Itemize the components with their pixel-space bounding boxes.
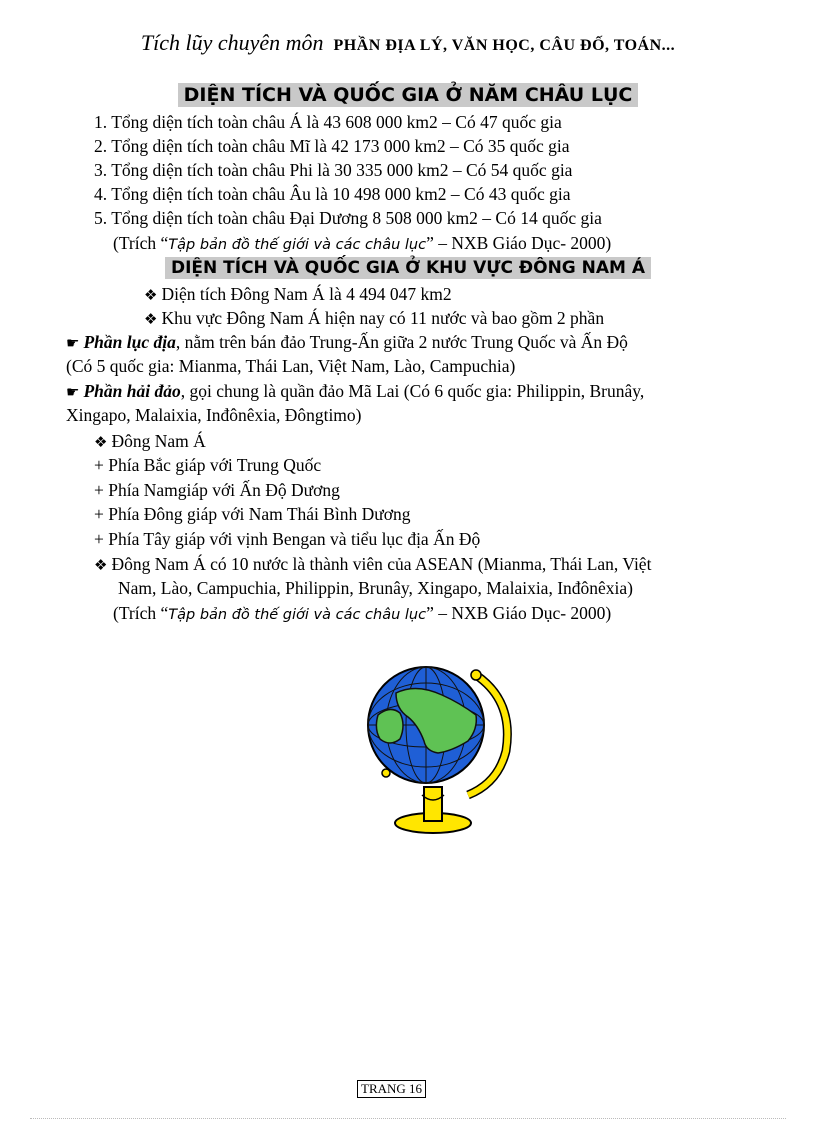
list-item: 2. Tổng diện tích toàn châu Mĩ là 42 173 000 km2 – Có 35 quốc gia	[94, 136, 570, 156]
mainland-paragraph-line2: (Có 5 quốc gia: Mianma, Thái Lan, Việt Nam, Lào, Campuchia)	[66, 356, 516, 376]
globe-icon	[356, 655, 518, 837]
source-citation: (Trích “Tập bản đồ thế giới và các châu lục” – NXB Giáo Dục- 2000)	[113, 233, 612, 253]
diamond-bullet-icon: ❖	[94, 556, 108, 574]
list-item: 1. Tổng diện tích toàn châu Á là 43 608 000 km2 – Có 47 quốc gia	[94, 112, 562, 132]
pointing-hand-icon: ☛	[66, 334, 80, 352]
asean-line2: Nam, Lào, Campuchia, Philippin, Brunây, Xingapo, Malaixia, Inđônêxia)	[118, 578, 634, 598]
header-title: Tích lũy chuyên môn	[140, 30, 324, 55]
bullet-item: ❖ Khu vực Đông Nam Á hiện nay có 11 nước và bao gồm 2 phần	[144, 308, 605, 328]
section1-heading: DIỆN TÍCH VÀ QUỐC GIA Ở NĂM CHÂU LỤC	[0, 84, 816, 106]
border-item: + Phía Tây giáp với vịnh Bengan và tiểu lục địa Ấn Độ	[94, 529, 481, 549]
list-item: 3. Tổng diện tích toàn châu Phi là 30 335 000 km2 – Có 54 quốc gia	[94, 160, 573, 180]
pointing-hand-icon: ☛	[66, 383, 80, 401]
bullet-item: ❖ Đông Nam Á có 10 nước là thành viên của ASEAN (Mianma, Thái Lan, Việt	[94, 554, 652, 574]
border-item: + Phía Bắc giáp với Trung Quốc	[94, 455, 322, 475]
border-item: + Phía Namgiáp với Ấn Độ Dương	[94, 480, 340, 500]
diamond-bullet-icon: ❖	[94, 433, 108, 451]
section2-heading: DIỆN TÍCH VÀ QUỐC GIA Ở KHU VỰC ĐÔNG NAM Á	[0, 258, 816, 278]
header-subtitle: PHẦN ĐỊA LÝ, VĂN HỌC, CÂU ĐỐ, TOÁN...	[333, 37, 676, 54]
bottom-divider	[30, 1118, 786, 1119]
bullet-item: ❖ Diện tích Đông Nam Á là 4 494 047 km2	[144, 284, 452, 304]
island-paragraph-line2: Xingapo, Malaixia, Inđônêxia, Đôngtimo)	[66, 405, 362, 425]
page-number: TRANG 16	[357, 1080, 426, 1098]
diamond-bullet-icon: ❖	[144, 286, 158, 304]
bullet-item: ❖ Đông Nam Á	[94, 431, 206, 451]
page-header	[0, 30, 816, 56]
island-paragraph: ☛ Phần hải đảo, gọi chung là quần đảo Mã Lai (Có 6 quốc gia: Philippin, Brunây,	[66, 381, 645, 401]
border-item: + Phía Đông giáp với Nam Thái Bình Dương	[94, 504, 411, 524]
diamond-bullet-icon: ❖	[144, 310, 158, 328]
list-item: 4. Tổng diện tích toàn châu Âu là 10 498 000 km2 – Có 43 quốc gia	[94, 184, 571, 204]
list-item: 5. Tổng diện tích toàn châu Đại Dương 8 508 000 km2 – Có 14 quốc gia	[94, 208, 602, 228]
source-citation: (Trích “Tập bản đồ thế giới và các châu lục” – NXB Giáo Dục- 2000)	[113, 603, 612, 623]
mainland-paragraph: ☛ Phần lục địa, nằm trên bán đảo Trung-Ấn giữa 2 nước Trung Quốc và Ấn Độ	[66, 332, 628, 352]
